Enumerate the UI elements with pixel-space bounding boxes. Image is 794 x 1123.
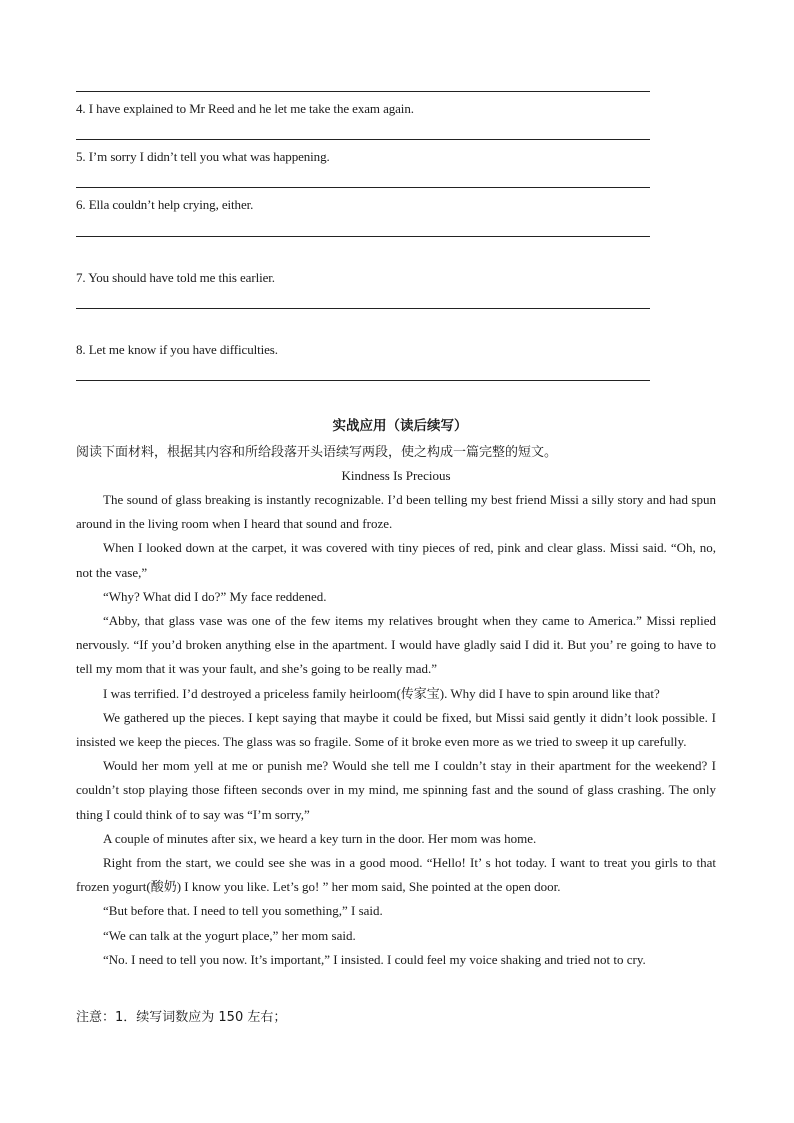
exercise-sentence-4: 4. I have explained to Mr Reed and he let me take the exam again. — [76, 101, 414, 116]
story-paragraph: The sound of glass breaking is instantly recognizable. I’d been telling my best friend Missi a silly story and had spun around in the living room when I heard that sound and froze. — [76, 492, 716, 532]
story-paragraph: A couple of minutes after six, we heard a key turn in the door. Her mom was home. — [103, 830, 537, 846]
writing-note: 注意：1．续写词数应为 150 左右； — [76, 1010, 287, 1025]
exercise-sentence-6: 6. Ella couldn’t help crying, either. — [76, 197, 254, 212]
answer-line — [76, 139, 650, 140]
answer-line — [76, 187, 650, 188]
answer-line — [76, 91, 650, 92]
story-body — [76, 488, 716, 972]
story-paragraph: “We can talk at the yogurt place,” her mom said. — [103, 927, 356, 943]
exercise-sentence-8: 8. Let me know if you have difficulties. — [76, 342, 278, 357]
section-heading: 实战应用（读后续写） — [332, 418, 468, 434]
story-paragraph: “Abby, that glass vase was one of the few items my relatives brought when they came to America.” Missi replied nervously. “If you’d broken anything else in the apartment. I would have gladly said I did it. But you’ re going to have to tell my mom that it was your fault, and she’s going to be really mad.” — [76, 613, 716, 677]
exercise-sentence-7: 7. You should have told me this earlier. — [76, 270, 275, 285]
story-title: Kindness Is Precious — [341, 468, 451, 483]
story-paragraph: “No. I need to tell you now. It’s important,” I insisted. I could feel my voice shaking and tried not to cry. — [103, 951, 646, 967]
exercise-sentence-5: 5. I’m sorry I didn’t tell you what was happening. — [76, 149, 330, 164]
story-paragraph: “But before that. I need to tell you something,” I said. — [103, 903, 383, 919]
story-paragraph: We gathered up the pieces. I kept saying that maybe it could be fixed, but Missi said gently it didn’t look possible. I insisted we keep the pieces. The glass was so fragile. Some of it broke even more as we tried to sweep it up carefully. — [76, 709, 716, 750]
answer-line — [76, 380, 650, 381]
story-paragraph: Right from the start, we could see she was in a good mood. “Hello! It’ s hot today. I want to treat you girls to that frozen yogurt(酸奶) I know you like. Let’s go! ” her mom said, She pointed at the open door. — [76, 855, 716, 895]
story-paragraph: When I looked down at the carpet, it was covered with tiny pieces of red, pink and clear glass. Missi said. “Oh, no, not the vase,” — [76, 540, 716, 580]
story-paragraph: Would her mom yell at me or punish me? Would she tell me I couldn’t stay in their apartment for the weekend? I couldn’t stop playing those fifteen seconds over in my mind, me spinning fast and the sound of glass crashing. The only thing I could think of to say was “I’m sorry,” — [76, 758, 716, 822]
answer-line — [76, 236, 650, 237]
answer-line — [76, 308, 650, 309]
story-paragraph: I was terrified. I’d destroyed a priceless family heirloom(传家宝). Why did I have to spin around like that? — [103, 685, 660, 701]
story-paragraph: “Why? What did I do?” My face reddened. — [103, 588, 327, 604]
section-instruction: 阅读下面材料，根据其内容和所给段落开头语续写两段，使之构成一篇完整的短文。 — [76, 445, 558, 460]
